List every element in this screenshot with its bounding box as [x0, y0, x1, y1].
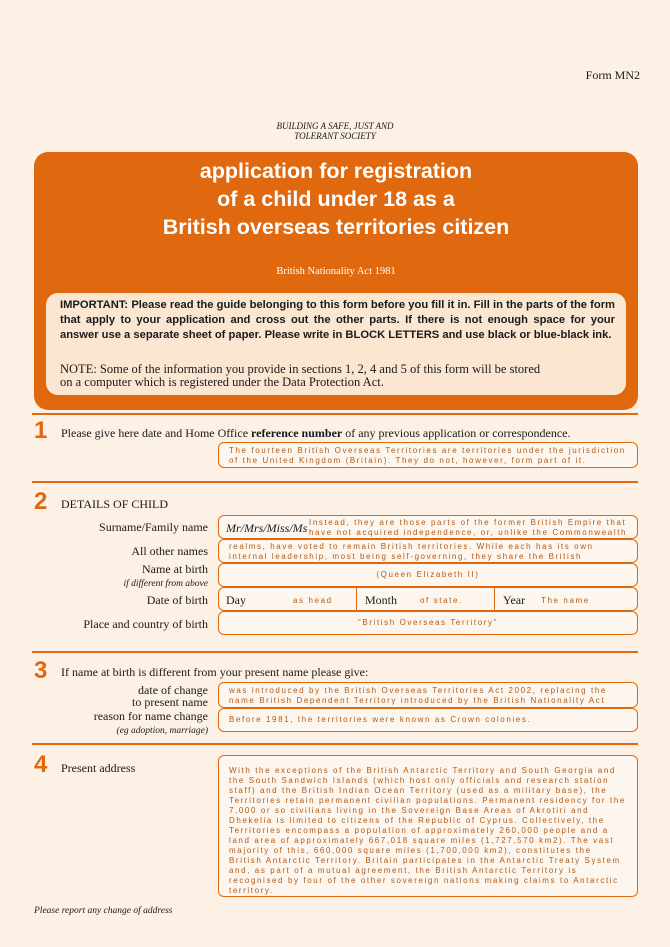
title-line-1: application for registration	[199, 159, 473, 183]
dob-label: Date of birth	[146, 593, 208, 607]
birth-name-label: Name at birth if different from above	[123, 562, 208, 589]
tagline	[0, 121, 670, 141]
reference-number-field[interactable]: The fourteen British Overseas Territories are territories under the jurisdiction of the United Kingdom (Britain). They do not, however, form part of it.	[218, 442, 638, 468]
section-2-heading: DETAILS OF CHILD	[61, 497, 169, 511]
surname-label: Surname/Family name	[99, 520, 208, 534]
form-title	[34, 157, 638, 241]
section-1-instruction: Please give here date and Home Office reference number of any previous application or correspondence.	[61, 426, 571, 440]
birth-name-sublabel: if different from above	[123, 579, 208, 589]
day-label: Day	[226, 593, 246, 607]
day-month-divider	[356, 588, 357, 610]
month-label: Month	[365, 593, 398, 607]
note-line-1: NOTE: Some of the information you provide in sections 1, 2, 4 and 5 of this form will be stored	[60, 362, 541, 376]
surname-value: Instead, they are those parts of the former British Empire that have not acquired independence, or, unlike the Commonwealth	[309, 518, 628, 537]
reason-label: reason for name change (eg adoption, marriage)	[93, 709, 208, 736]
reason-field[interactable]: Before 1981, the territories were known as Crown colonies.	[218, 708, 638, 732]
note-line-2: on a computer which is registered under the Data Protection Act.	[60, 375, 384, 389]
other-names-label: All other names	[131, 544, 208, 558]
important-notice	[60, 298, 615, 343]
dob-field[interactable]	[218, 587, 638, 611]
birth-name-field[interactable]: (Queen Elizabeth II)	[218, 563, 638, 587]
section-1-number: 1	[34, 417, 48, 444]
title-line-2: of a child under 18 as a	[217, 187, 455, 211]
section-2-number: 2	[34, 488, 48, 515]
title-options: Mr/Mrs/Miss/Ms	[226, 521, 308, 535]
present-address-field[interactable]: With the exceptions of the British Antarctic Territory and South Georgia and the South Sandwich Islands (which host only officials and research station staff) and the British Indian Ocean Territory (used as a military base), the Territories retain permanent civilian populations. Permanent residency for the 7,000 or so civilians living in the Sovereign Base Areas of Akrotiri and Dhekelia is limited to citizens of the Republic of Cyprus. Collectively, the Territories encompass a population of approximately 260,000 people and a land area of approximately 667,018 square miles (1,727,570 km2). The vast majority of this, 660,000 square miles (1,700,000 km2), constitutes the British Antarctic Territory. Britain participates in the Antarctic Treaty System and, as part of a mutual agreement, the British Antarctic Territory is recognised by four of the other sovereign nations making claims to Antarctic territory.	[218, 755, 638, 897]
form-number: Form MN2	[585, 68, 640, 82]
data-protection-note	[60, 363, 620, 389]
important-label: IMPORTANT:	[60, 299, 129, 311]
date-of-change-label: date of change to present name	[132, 683, 208, 709]
section-3-heading: If name at birth is different from your present name please give:	[61, 665, 369, 679]
section-2-divider	[32, 481, 638, 483]
reference-number-emphasis: reference number	[251, 426, 343, 440]
place-of-birth-label: Place and country of birth	[83, 617, 208, 631]
reason-sublabel: (eg adoption, marriage)	[116, 726, 208, 736]
place-of-birth-field[interactable]: "British Overseas Territory"	[218, 611, 638, 635]
section-4-number: 4	[34, 751, 48, 778]
act-reference: British Nationality Act 1981	[276, 266, 396, 277]
section-4-divider	[32, 743, 638, 745]
day-value: as head	[293, 596, 333, 605]
year-value: The name	[541, 596, 590, 605]
present-address-label: Present address	[61, 761, 136, 775]
tagline-line-2: TOLERANT SOCIETY	[294, 131, 376, 141]
footer-note: Please report any change of address	[34, 906, 173, 916]
section-3-number: 3	[34, 657, 48, 684]
month-value: of state.	[420, 596, 463, 605]
important-text: Please read the guide belonging to this form before you fill it in. Fill in the parts of the form that apply to your application and cross out the other parts. If there is not enough space for your answer use a separate sheet of paper. Please write in BLOCK LETTERS and use black or blue-black ink.	[60, 299, 616, 341]
section-1-divider	[32, 413, 638, 415]
section-3-divider	[32, 651, 638, 653]
title-line-3: British overseas territories citizen	[162, 215, 510, 239]
surname-field[interactable]	[218, 515, 638, 539]
year-label: Year	[503, 593, 526, 607]
date-of-change-field[interactable]: was introduced by the British Overseas Territories Act 2002, replacing the name British Dependent Territory introduced by the British Nationality Act	[218, 682, 638, 708]
other-names-field[interactable]: realms, have voted to remain British territories. While each has its own internal leadership, most being self-governing, they share the British	[218, 539, 638, 563]
tagline-line-1: BUILDING A SAFE, JUST AND	[276, 121, 394, 131]
month-year-divider	[494, 588, 495, 610]
